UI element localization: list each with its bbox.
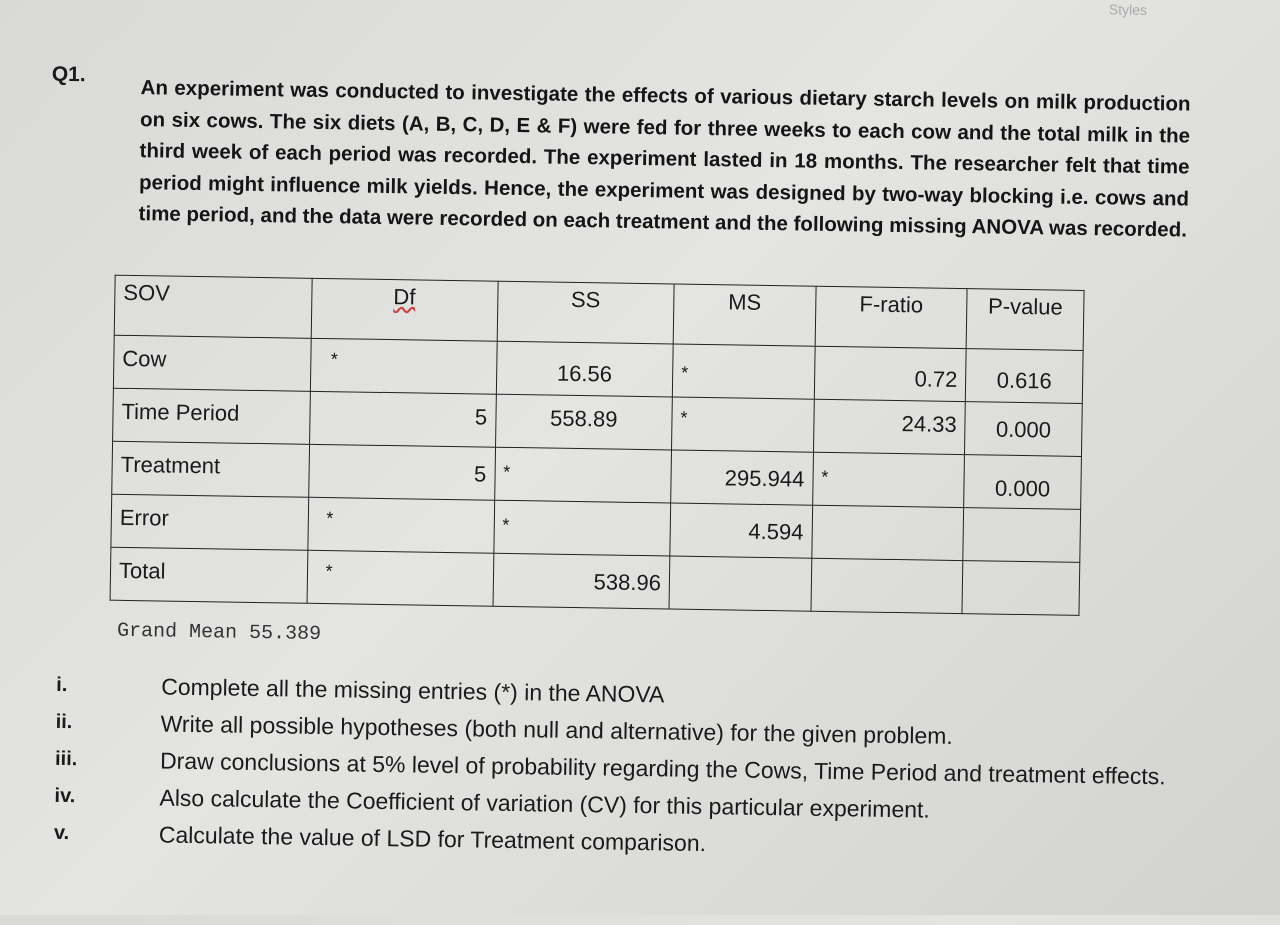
sov-cell: Total <box>110 547 307 603</box>
grand-mean: Grand Mean 55.389 <box>116 619 322 647</box>
ss-cell: * <box>494 447 671 503</box>
p-value-cell <box>962 561 1080 616</box>
p-value-cell <box>963 508 1081 563</box>
header-p-value: P-value <box>966 289 1084 351</box>
task-text: Calculate the value of LSD for Treatment comparison. <box>158 821 707 857</box>
header-sov: SOV <box>114 275 311 338</box>
p-value-cell: 0.000 <box>965 402 1083 457</box>
df-cell: * <box>310 338 497 394</box>
df-cell: 5 <box>308 444 495 500</box>
task-text: Also calculate the Coefficient of variation (CV) for this particular experiment. <box>159 784 931 823</box>
task-number: i. <box>56 673 68 697</box>
task-text: Complete all the missing entries (*) in the ANOVA <box>161 673 665 708</box>
task-text: Write all possible hypotheses (both null and alternative) for the given problem. <box>160 710 953 749</box>
task-number: iv. <box>54 784 76 808</box>
ms-cell <box>669 556 812 611</box>
f-ratio-cell: 24.33 <box>813 399 965 454</box>
ss-cell: * <box>493 500 670 556</box>
f-ratio-cell: 0.72 <box>814 346 966 401</box>
task-number: ii. <box>55 710 73 734</box>
ms-cell: 4.594 <box>670 503 813 558</box>
header-f-ratio: F-ratio <box>815 286 967 348</box>
anova-table <box>110 275 1085 616</box>
sov-cell: Time Period <box>113 388 310 444</box>
sov-cell: Treatment <box>112 441 309 497</box>
ss-cell: 538.96 <box>493 553 670 609</box>
ms-cell: 295.944 <box>671 450 814 505</box>
task-text: Draw conclusions at 5% level of probability regarding the Cows, Time Period and treatment effects. <box>159 747 1166 790</box>
task-list <box>54 667 1207 870</box>
p-value-cell: 0.616 <box>966 349 1084 404</box>
df-cell: 5 <box>309 391 496 447</box>
sov-cell: Error <box>111 494 308 550</box>
styles-label: Styles <box>1108 1 1148 18</box>
ss-cell: 558.89 <box>495 394 672 450</box>
df-cell: * <box>307 497 494 553</box>
header-ss: SS <box>497 281 674 344</box>
ms-cell: * <box>672 397 815 452</box>
header-ms: MS <box>673 284 816 346</box>
f-ratio-cell <box>812 505 964 560</box>
task-number: v. <box>53 821 70 845</box>
ss-cell: 16.56 <box>496 341 673 397</box>
df-cell: * <box>307 550 494 606</box>
f-ratio-cell <box>811 558 963 613</box>
header-df: Df <box>311 278 498 341</box>
task-number: iii. <box>54 747 78 771</box>
ms-cell: * <box>672 344 815 399</box>
p-value-cell: 0.000 <box>964 455 1082 510</box>
question-text: An experiment was conducted to investigate the effects of various dietary starch levels on milk production on six cows. The six diets (A, B, C, D, E & F) were fed for three weeks to each cow and the total milk in the third week of each period was recorded. The experiment lasted in 18 months. The researcher felt that time period might influence milk yields. Hence, the experiment was designed by two-way blocking i.e. cows and time period, and the data were recorded on each treatment and the following missing ANOVA was recorded. <box>138 76 1191 242</box>
sov-cell: Cow <box>113 335 310 391</box>
question-number: Q1. <box>51 62 86 87</box>
f-ratio-cell: * <box>812 452 964 507</box>
